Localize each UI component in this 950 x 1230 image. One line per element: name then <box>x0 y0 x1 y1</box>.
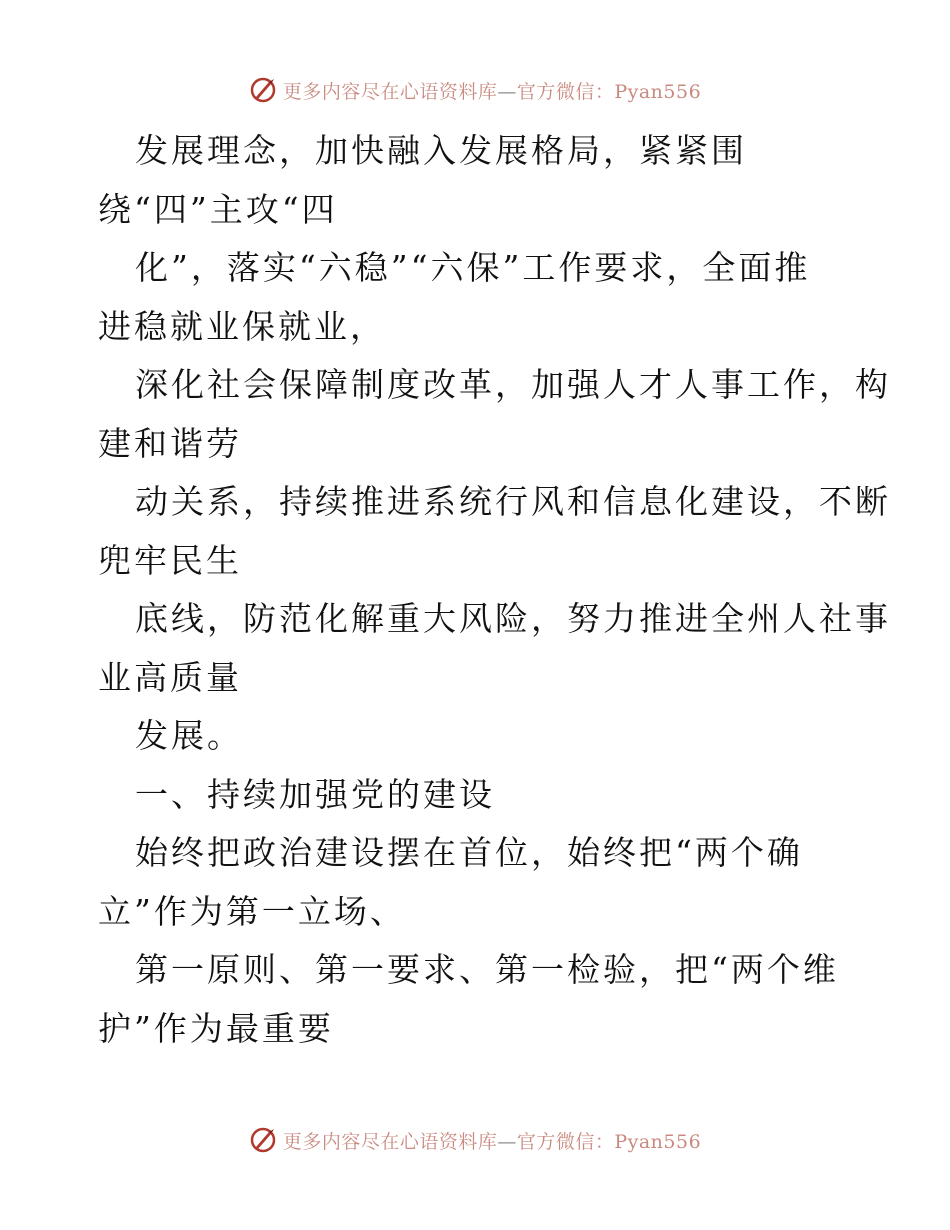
watermark-wechat: 官方微信：Pyan556 <box>516 80 702 103</box>
quill-logo-icon <box>249 1126 277 1154</box>
watermark-text <box>283 77 701 104</box>
text-line: 第一原则、第一要求、第一检验，把“两个维 <box>135 950 839 989</box>
watermark-site: 更多内容尽在心语资料库 <box>282 1130 498 1153</box>
watermark-text <box>283 1127 701 1154</box>
text-line: 始终把政治建设摆在首位，始终把“两个确 <box>135 833 803 872</box>
header-watermark <box>0 70 950 110</box>
text-line: 立”作为第一立场、 <box>98 891 406 931</box>
text-line: 化”，落实“六稳”“六保”工作要求，全面推 <box>135 248 811 287</box>
section-heading: 一、持续加强党的建设 <box>135 774 495 814</box>
text-line: 底线，防范化解重大风险，努力推进全州人社事 <box>135 599 891 638</box>
text-line: 动关系，持续推进系统行风和信息化建设，不断 <box>135 482 891 521</box>
watermark-separator: — <box>497 80 517 103</box>
text-line: 绕“四”主攻“四 <box>98 189 338 229</box>
watermark-site: 更多内容尽在心语资料库 <box>282 80 498 103</box>
text-line: 深化社会保障制度改革，加强人才人事工作，构 <box>135 365 891 404</box>
watermark-wechat: 官方微信：Pyan556 <box>516 1130 702 1153</box>
text-line: 业高质量 <box>98 657 242 697</box>
text-line: 护”作为最重要 <box>98 1008 334 1048</box>
text-line: 进稳就业保就业， <box>98 306 386 346</box>
text-line: 发展理念，加快融入发展格局，紧紧围 <box>135 131 747 170</box>
quill-logo-icon <box>249 76 277 104</box>
text-line: 发展。 <box>135 716 243 755</box>
document-body <box>98 122 891 1058</box>
text-line: 兜牢民生 <box>98 540 242 580</box>
watermark-separator: — <box>497 1130 517 1153</box>
footer-watermark <box>0 1120 950 1160</box>
text-line: 建和谐劳 <box>98 423 242 463</box>
